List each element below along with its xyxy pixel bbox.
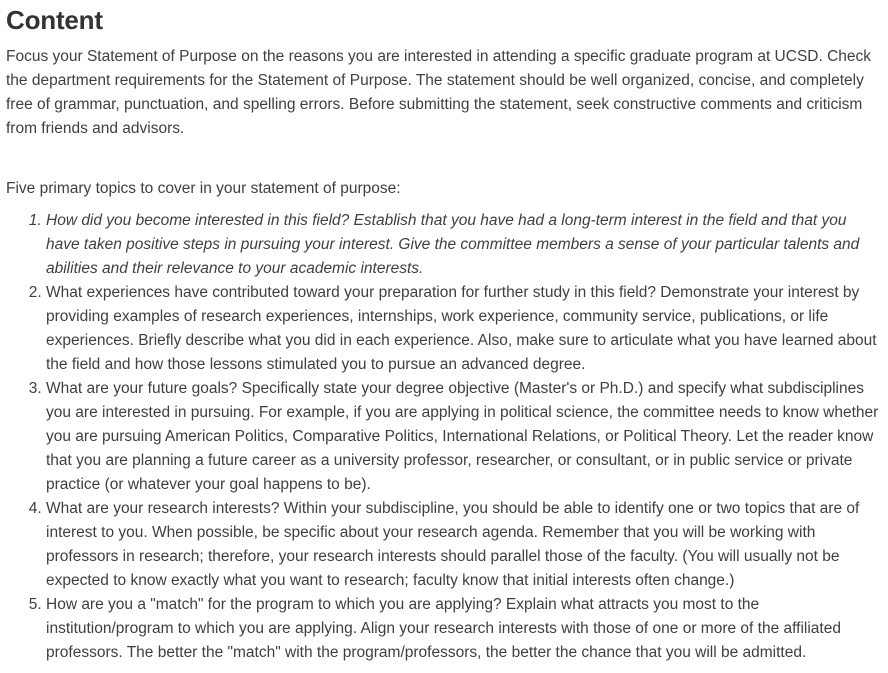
section-title: Content (6, 5, 103, 35)
topics-list (6, 209, 884, 665)
list-item-topic-2: 2. What experiences have contributed toward your preparation for further study in this field? Demonstrate your interest by providing examples of research experiences, internships, work experience, community service, publications, or life experiences. Briefly describe what you did in each experience. Also, make sure to articulate what you have learned about the field and how those lessons stimulated you to pursue an advanced degree. (46, 281, 884, 377)
content-section (6, 0, 886, 665)
list-item-topic-4: 4. What are your research interests? Within your subdiscipline, you should be able to identify one or two topics that are of interest to you. When possible, be specific about your research agenda. Remember that you will be working with professors in research; therefore, your research interests should parallel those of the faculty. (You will usually not be expected to know exactly what you want to research; faculty know that initial interests often change.) (46, 497, 884, 593)
list-item-topic-1: 1. How did you become interested in this field? Establish that you have had a long-term interest in the field and that you have taken positive steps in pursuing your interest. Give the committee members a sense of your particular talents and abilities and their relevance to your academic interests. (46, 209, 884, 281)
list-item-topic-3: 3. What are your future goals? Specifically state your degree objective (Master's or Ph.D.) and specify what subdisciplines you are interested in pursuing. For example, if you are applying in political science, the committee needs to know whether you are pursuing American Politics, Comparative Politics, International Relations, or Political Theory. Let the reader know that you are planning a future career as a university professor, researcher, or consultant, or in public service or private practice (or whatever your goal happens to be). (46, 377, 884, 497)
list-item-topic-5: 5. How are you a "match" for the program to which you are applying? Explain what attracts you most to the institution/program to which you are applying. Align your research interests with those of one or more of the affiliated professors. The better the "match" with the program/professors, the better the chance that you will be admitted. (46, 593, 884, 665)
topics-lead: Five primary topics to cover in your statement of purpose: (6, 180, 401, 197)
intro-paragraph: Focus your Statement of Purpose on the reasons you are interested in attending a specific graduate program at UCSD. Check the department requirements for the Statement of Purpose. The statement should be well organized, concise, and completely free of grammar, punctuation, and spelling errors. Before submitting the statement, seek constructive comments and criticism from friends and advisors. (6, 48, 872, 137)
